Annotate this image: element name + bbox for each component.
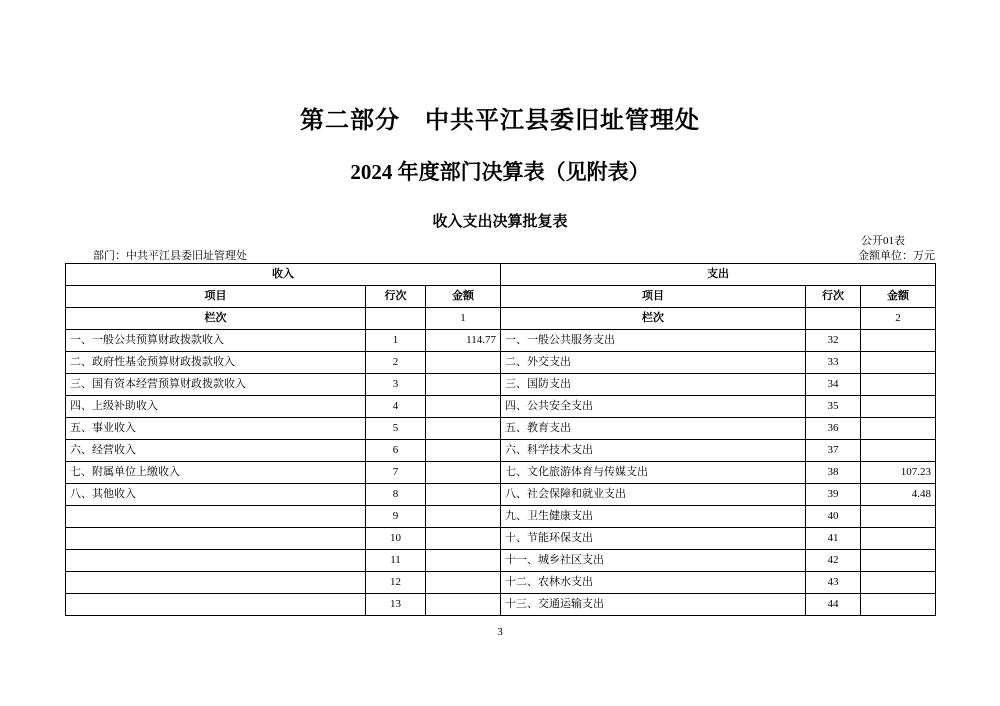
expense-item-cell: 七、文化旅游体育与传媒支出 — [501, 462, 806, 484]
income-amount-cell — [426, 506, 501, 528]
income-item-cell — [66, 572, 366, 594]
income-line-cell: 2 — [366, 352, 426, 374]
income-line-cell: 3 — [366, 374, 426, 396]
expense-item-cell: 八、社会保障和就业支出 — [501, 484, 806, 506]
expense-col-amount-header: 金额 — [861, 286, 936, 308]
income-expense-table — [65, 263, 936, 616]
income-amount-cell — [426, 374, 501, 396]
income-amount-cell — [426, 484, 501, 506]
expense-item-cell: 十一、城乡社区支出 — [501, 550, 806, 572]
expense-line-cell: 35 — [806, 396, 861, 418]
expense-col-line-header: 行次 — [806, 286, 861, 308]
table-row — [66, 374, 936, 396]
expense-col-number: 2 — [861, 308, 936, 330]
income-line-cell: 5 — [366, 418, 426, 440]
expense-amount-cell — [861, 352, 936, 374]
income-amount-cell — [426, 550, 501, 572]
expense-line-cell: 42 — [806, 550, 861, 572]
expense-lanci-label: 栏次 — [501, 308, 806, 330]
expense-line-cell: 34 — [806, 374, 861, 396]
table-title: 收入支出决算批复表 — [432, 213, 568, 230]
expense-amount-cell — [861, 396, 936, 418]
expense-item-cell: 三、国防支出 — [501, 374, 806, 396]
income-amount-cell — [426, 594, 501, 616]
table-row — [66, 418, 936, 440]
expense-amount-cell — [861, 506, 936, 528]
income-line-cell: 10 — [366, 528, 426, 550]
expense-amount-cell — [861, 528, 936, 550]
income-amount-cell — [426, 352, 501, 374]
expense-amount-cell — [861, 440, 936, 462]
income-section-header: 收入 — [66, 264, 501, 286]
expense-item-cell: 九、卫生健康支出 — [501, 506, 806, 528]
income-item-cell: 四、上级补助收入 — [66, 396, 366, 418]
expense-amount-cell — [861, 330, 936, 352]
expense-amount-cell: 4.48 — [861, 484, 936, 506]
income-item-cell: 五、事业收入 — [66, 418, 366, 440]
table-row — [66, 352, 936, 374]
income-amount-cell — [426, 396, 501, 418]
income-amount-cell — [426, 528, 501, 550]
table-row — [66, 528, 936, 550]
income-line-cell: 13 — [366, 594, 426, 616]
income-amount-cell — [426, 462, 501, 484]
section-header-row — [66, 264, 936, 286]
income-col-line-header: 行次 — [366, 286, 426, 308]
expense-item-cell: 十二、农林水支出 — [501, 572, 806, 594]
expense-line-cell: 36 — [806, 418, 861, 440]
income-line-cell: 9 — [366, 506, 426, 528]
table-row — [66, 572, 936, 594]
income-lanci-blank — [366, 308, 426, 330]
expense-line-cell: 39 — [806, 484, 861, 506]
income-amount-cell — [426, 418, 501, 440]
table-row — [66, 330, 936, 352]
table-row — [66, 462, 936, 484]
table-row — [66, 594, 936, 616]
expense-line-cell: 37 — [806, 440, 861, 462]
income-lanci-label: 栏次 — [66, 308, 366, 330]
expense-item-cell: 五、教育支出 — [501, 418, 806, 440]
expense-item-cell: 十、节能环保支出 — [501, 528, 806, 550]
expense-col-item-header: 项目 — [501, 286, 806, 308]
document-title: 第二部分 中共平江县委旧址管理处 — [300, 108, 700, 134]
income-col-item-header: 项目 — [66, 286, 366, 308]
income-item-cell — [66, 528, 366, 550]
income-item-cell: 六、经营收入 — [66, 440, 366, 462]
income-line-cell: 7 — [366, 462, 426, 484]
expense-item-cell: 二、外交支出 — [501, 352, 806, 374]
column-number-row — [66, 308, 936, 330]
table-code-label: 公开01表 — [861, 235, 905, 247]
income-line-cell: 8 — [366, 484, 426, 506]
document-subtitle: 2024 年度部门决算表（见附表） — [350, 160, 650, 184]
income-amount-cell — [426, 440, 501, 462]
expense-amount-cell — [861, 374, 936, 396]
expense-amount-cell — [861, 572, 936, 594]
unit-label: 金额单位：万元 — [858, 250, 935, 262]
income-amount-cell: 114.77 — [426, 330, 501, 352]
expense-item-cell: 一、一般公共服务支出 — [501, 330, 806, 352]
income-col-amount-header: 金额 — [426, 286, 501, 308]
income-line-cell: 4 — [366, 396, 426, 418]
expense-amount-cell — [861, 594, 936, 616]
income-item-cell: 三、国有资本经营预算财政拨款收入 — [66, 374, 366, 396]
income-item-cell — [66, 550, 366, 572]
expense-amount-cell: 107.23 — [861, 462, 936, 484]
table-row — [66, 440, 936, 462]
expense-lanci-blank — [806, 308, 861, 330]
expense-amount-cell — [861, 418, 936, 440]
expense-line-cell: 43 — [806, 572, 861, 594]
expense-line-cell: 44 — [806, 594, 861, 616]
expense-section-header: 支出 — [501, 264, 936, 286]
income-col-number: 1 — [426, 308, 501, 330]
table-meta-row — [93, 247, 935, 263]
expense-item-cell: 四、公共安全支出 — [501, 396, 806, 418]
income-item-cell: 一、一般公共预算财政拨款收入 — [66, 330, 366, 352]
department-label: 部门：中共平江县委旧址管理处 — [93, 250, 247, 262]
income-line-cell: 6 — [366, 440, 426, 462]
expense-line-cell: 33 — [806, 352, 861, 374]
expense-item-cell: 十三、交通运输支出 — [501, 594, 806, 616]
income-line-cell: 1 — [366, 330, 426, 352]
expense-line-cell: 32 — [806, 330, 861, 352]
expense-line-cell: 40 — [806, 506, 861, 528]
income-item-cell: 七、附属单位上缴收入 — [66, 462, 366, 484]
expense-item-cell: 六、科学技术支出 — [501, 440, 806, 462]
table-row — [66, 396, 936, 418]
expense-line-cell: 41 — [806, 528, 861, 550]
page-number: 3 — [497, 626, 503, 638]
income-item-cell — [66, 506, 366, 528]
table-row — [66, 550, 936, 572]
table-row — [66, 484, 936, 506]
column-header-row — [66, 286, 936, 308]
income-line-cell: 11 — [366, 550, 426, 572]
expense-line-cell: 38 — [806, 462, 861, 484]
income-item-cell — [66, 594, 366, 616]
income-amount-cell — [426, 572, 501, 594]
income-item-cell: 八、其他收入 — [66, 484, 366, 506]
expense-amount-cell — [861, 550, 936, 572]
income-item-cell: 二、政府性基金预算财政拨款收入 — [66, 352, 366, 374]
table-row — [66, 506, 936, 528]
income-line-cell: 12 — [366, 572, 426, 594]
